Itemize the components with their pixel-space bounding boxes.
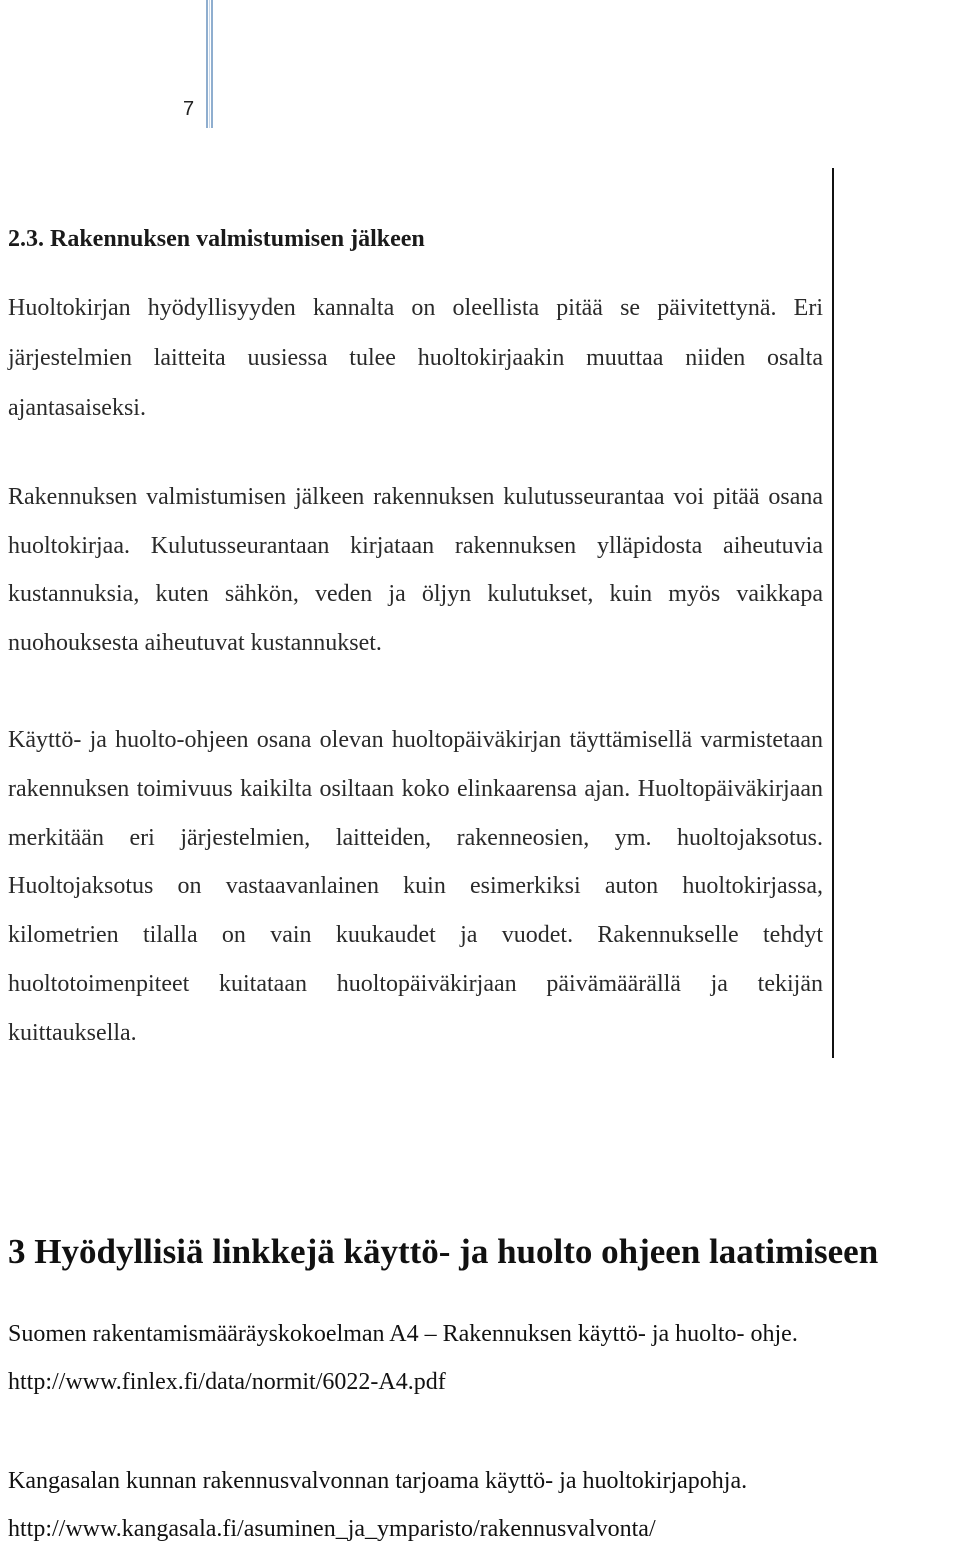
reference-link[interactable]: http://www.kangasala.fi/asuminen_ja_ymparisto/rakennusvalvonta/ bbox=[8, 1516, 656, 1542]
revision-bar bbox=[832, 168, 834, 1058]
paragraph: Huoltokirjan hyödyllisyyden kannalta on oleellista pitää se päivitettynä. Eri järjestelmien laitteita uusiessa tulee huoltokirjaakin muuttaa niiden osalta ajantasaiseksi. bbox=[8, 295, 823, 421]
reference-text: Suomen rakentamismääräyskokoelman A4 – Rakennuksen käyttö- ja huolto- ohje. bbox=[8, 1321, 798, 1347]
reference-item bbox=[8, 1457, 747, 1553]
reference-text: Kangasalan kunnan rakennusvalvonnan tarjoama käyttö- ja huoltokirjapohja. bbox=[8, 1468, 748, 1494]
reference-link[interactable]: http://www.finlex.fi/data/normit/6022-A4.pdf bbox=[8, 1369, 446, 1395]
header-rule bbox=[206, 0, 215, 128]
page-number: 7 bbox=[183, 98, 195, 120]
paragraph: Käyttö- ja huolto-ohjeen osana olevan huoltopäiväkirjan täyttämisellä varmistetaan rakennuksen toimivuus kaikilta osiltaan koko elinkaarensa ajan. Huoltopäiväkirjaan merkitään eri järjestelmien, laitteiden, rakenneosien, ym. huoltojaksotus. Huoltojaksotus on vastaavanlainen kuin esimerkiksi auton huoltokirjassa, kilometrien tilalla on vain kuukaudet ja vuodet. Rakennukselle tehdyt huoltotoimenpiteet kuitataan huoltopäiväkirjaan päivämäärällä ja tekijän kuittauksella. bbox=[8, 727, 823, 1046]
reference-item bbox=[8, 1310, 798, 1406]
paragraph: Rakennuksen valmistumisen jälkeen rakennuksen kulutusseurantaa voi pitää osana huoltokirjaa. Kulutusseurantaan kirjataan rakennuksen ylläpidosta aiheutuvia kustannuksia, kuten sähkön, veden ja öljyn kulutukset, kuin myös vaikkapa nuohouksesta aiheutuvat kustannukset. bbox=[8, 484, 823, 656]
section-heading-3: 3 Hyödyllisiä linkkejä käyttö- ja huolto ohjeen laatimiseen bbox=[8, 1232, 879, 1271]
section-heading-2-3: 2.3. Rakennuksen valmistumisen jälkeen bbox=[8, 226, 425, 252]
